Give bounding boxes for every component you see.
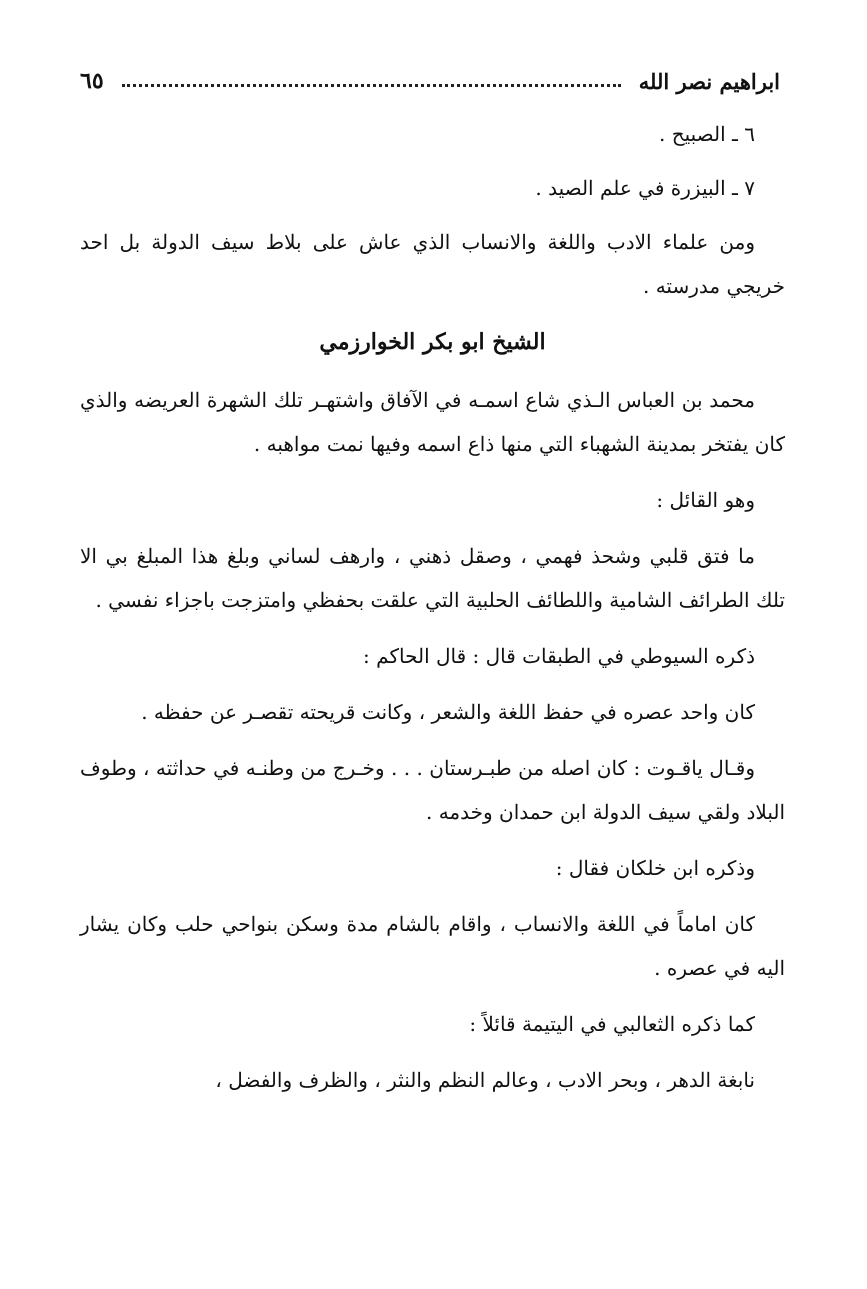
dotted-leader xyxy=(122,84,621,87)
quote-paragraph: كان واحد عصره في حفظ اللغة والشعر ، وكانت قريحته تقصـر عن حفظه . xyxy=(141,700,755,724)
page-number: ٦٥ xyxy=(80,68,104,94)
quote-paragraph: نابغة الدهر ، وبحر الادب ، وعالم النظم والنثر ، والظرف والفضل ، xyxy=(215,1068,755,1092)
quote-paragraph: كان اماماً في اللغة والانساب ، واقام بالشام مدة وسكن بنواحي حلب وكان يشار اليه في عصره . xyxy=(80,912,785,980)
paragraph: وهو القائل : xyxy=(656,488,755,512)
list-item: ٧ ـ البيزرة في علم الصيد . xyxy=(535,176,755,200)
paragraph: وقـال ياقـوت : كان اصله من طبـرستان . . . وخـرج من وطنـه في حداثته ، وطوف البلاد ولقي سيف الدولة ابن حمدان وخدمه . xyxy=(80,756,785,824)
paragraph: كما ذكره الثعالبي في اليتيمة قائلاً : xyxy=(469,1012,755,1036)
page-header xyxy=(80,66,780,96)
paragraph: وذكره ابن خلكان فقال : xyxy=(555,856,755,880)
quote-paragraph: ما فتق قلبي وشحذ فهمي ، وصقل ذهني ، وارهف لساني وبلغ هذا المبلغ بي الا تلك الطرائف الشامية واللطائف الحلبية التي علقت بحفظي وامتزجت باجزاء نفسي . xyxy=(80,544,785,612)
list-item: ٦ ـ الصبيح . xyxy=(658,122,755,146)
section-heading: الشيخ ابو بكر الخوارزمي xyxy=(319,329,546,355)
paragraph: محمد بن العباس الـذي شاع اسمـه في الآفاق واشتهـر تلك الشهرة العريضه والذي كان يفتخر بمدينة الشهباء التي منها ذاع اسمه وفيها نمت مواهبه . xyxy=(80,388,785,456)
running-head: ابراهيم نصر الله xyxy=(638,68,780,94)
intro-paragraph: ومن علماء الادب واللغة والانساب الذي عاش على بلاط سيف الدولة بل احد خريجي مدرسته . xyxy=(80,230,785,298)
page-body xyxy=(80,112,785,1114)
paragraph: ذكره السيوطي في الطبقات قال : قال الحاكم : xyxy=(363,644,755,668)
